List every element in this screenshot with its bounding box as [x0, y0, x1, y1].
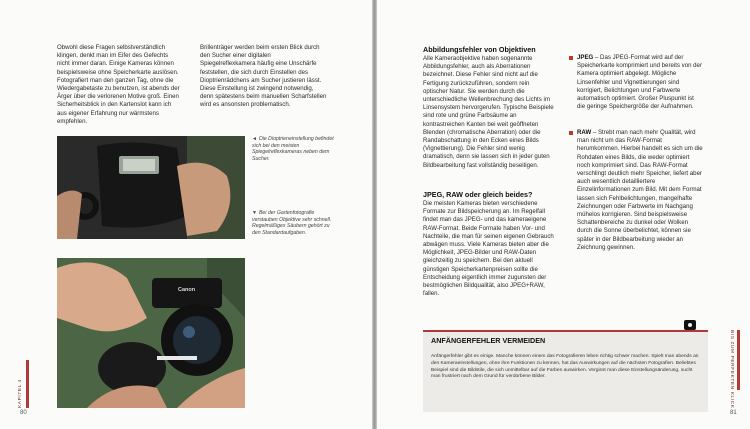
caption-cleaning: [252, 210, 338, 236]
bullet-jpeg: [577, 54, 703, 111]
bullet-jpeg-term: JPEG: [577, 54, 594, 61]
beginner-mistakes-box: [423, 330, 708, 412]
caption-cleaning-text: Bei der Gartenfotografie verstauben Objektive sehr schnell. Regelmäßiges Säubern gehört zu den Standardaufgaben.: [252, 210, 332, 236]
bullet-jpeg-text: – Das JPEG-Format wird auf der Speicherkarte komprimiert und bereits von der Kamera optimiert abgelegt. Mögliche Linsenfehler und Vignettierungen sind korrigiert, Belichtungen und Farbwerte automatisch optimiert. Großer Pluspunkt ist die geringe Speichergröße der Aufnahmen.: [577, 54, 702, 111]
camera-viewfinder-illustration: [57, 136, 245, 239]
left-page: [0, 0, 372, 429]
chapter-label: KAPITEL 4: [18, 379, 23, 408]
chapter-tab-bar-right: [737, 330, 740, 390]
page-number-right: 81: [730, 410, 737, 416]
beginner-mistakes-title: ANFÄNGERFEHLER VERMEIDEN: [431, 336, 546, 345]
caption-pointer-icon: ▼: [252, 210, 257, 216]
bullet-marker-jpeg: [569, 56, 573, 60]
bullet-raw-text: – Strebt man nach mehr Qualität, wird man nicht um das RAW-Format herumkommen. Hierbei handelt es sich um die Rohdaten eines Bilds, die weder optimiert noch komprimiert sind. Das RAW-Format verschlingt deutlich mehr Speicher, liefert aber auch wesentlich detailliertere Einzelinformationen zum Bild. Mit dem Format lassen sich Fehlbelichtungen, mangelhafte Zeichnungen oder Farbwerte im Nachgang mühelos korrigieren. Sind beispielsweise Schattenbereiche zu dunkel oder Wolken durch die Sonne überbelichtet, können sie später in der Bildbearbeitung wieder an Zeichnung gewinnen.: [577, 129, 703, 251]
left-column-2-text: Brillenträger werden beim ersten Blick durch den Sucher einer digitalen Spiegelreflexkamera häufig eine Unschärfe feststellen, die sich durch Einstellen des Dioptrienrädchens am Sucher justieren lässt. Diese Einstellung ist zwingend notwendig, denn spätestens beim manuellen Scharfstellen wird es ansonsten problematisch.: [200, 44, 327, 109]
lens-cleaning-photo: [57, 258, 245, 408]
chapter-label-right: BIS ZUM PERFEKTEN KLICK: [729, 330, 734, 409]
page-number-left: 80: [20, 410, 27, 416]
bullet-raw: [577, 129, 703, 252]
caption-diopter: [252, 136, 338, 162]
camera-icon: [684, 320, 696, 330]
lens-cleaning-illustration: [57, 258, 245, 408]
beginner-mistakes-text: Anfängerfehler gibt es einige. Manche können einem das Fotografieren leben richtig schwer machen. Spielt man abends an den Kameraeinstellungen, ohne ihre Funktionen zu kennen, hat das Auswirkungen auf die nächsten Fotografien. Beliebtes Beispiel sind die Bildstile, die sich unmittelbar auf die Farben auswirken. Vergisst man diese Einstellungsänderung, sucht man frustriert nach dem Grund für verdorbene Bilder.: [431, 354, 699, 380]
jpeg-raw-heading: JPEG, RAW oder gleich beides?: [423, 190, 533, 199]
chapter-tab-bar: [26, 360, 29, 408]
camera-viewfinder-photo: [57, 136, 245, 239]
aberration-text: Alle Kameraobjektive haben sogenannte Abbildungsfehler, auch als Aberrationen bezeichnet. Diese Fehler sind nicht auf die Fertigung zurückzuführen, sondern rein optischer Natur. Sie werden durch die unterschiedliche Wellenbrechung des Lichts im Linsensystem hervorgerufen. Typische Beispiele sind rote und grüne Farbsäume an kontrastreichen Kanten bei weit geöffneten Blenden (chromatische Aberration) oder die Randabschattung in den Ecken eines Bilds (Vignettierung). Die Fehler sind wenig dramatisch, denn sie lassen sich in jeder guten Bildbearbeitung fast vollständig beseitigen.: [423, 55, 554, 169]
caption-diopter-text: Die Dioptrieneinstellung befindet sich bei den meisten Spiegelreflexkameras neben dem Sucher.: [252, 136, 334, 162]
bullet-raw-term: RAW: [577, 129, 592, 136]
camera-brand-label: Canon: [178, 287, 196, 293]
aberration-heading: Abbildungsfehler von Objektiven: [423, 45, 536, 54]
caption-pointer-icon: ◄: [252, 136, 257, 142]
bullet-marker-raw: [569, 131, 573, 135]
jpeg-raw-text: Die meisten Kameras bieten verschiedene Formate zur Bildspeicherung an. Im Regelfall findet man das JPEG- und das kameraeigene RAW-Format. Beide Formate haben Vor- und Nachteile, die man für seinen eigenen Gebrauch abwägen muss. Viele Kameras bieten aber die Möglichkeit, JPEG-Bilder und RAW-Daten gleichzeitig zu speichern. Bei den aktuell günstigen Speicherkartenpreisen sollte die Entscheidung eigentlich immer zugunsten der bestmöglichen Bildqualität, also JPEG+RAW, fallen.: [423, 200, 554, 298]
left-column-1-text: Obwohl diese Fragen selbstverständlich klingen, denkt man im Eifer des Gefechts nicht immer daran. Einige Kameras können beispielsweise ohne Speicherkarte auslösen. Fotografiert man den ganzen Tag, ohne die Wiedergabetaste zu benutzen, ist abends der Ärger über die verlorenen Motive groß. Einen Sicherheitsblick in den Kartenslot kann ich aus eigener Erfahrung nur wärmstens empfehlen.: [57, 44, 180, 125]
